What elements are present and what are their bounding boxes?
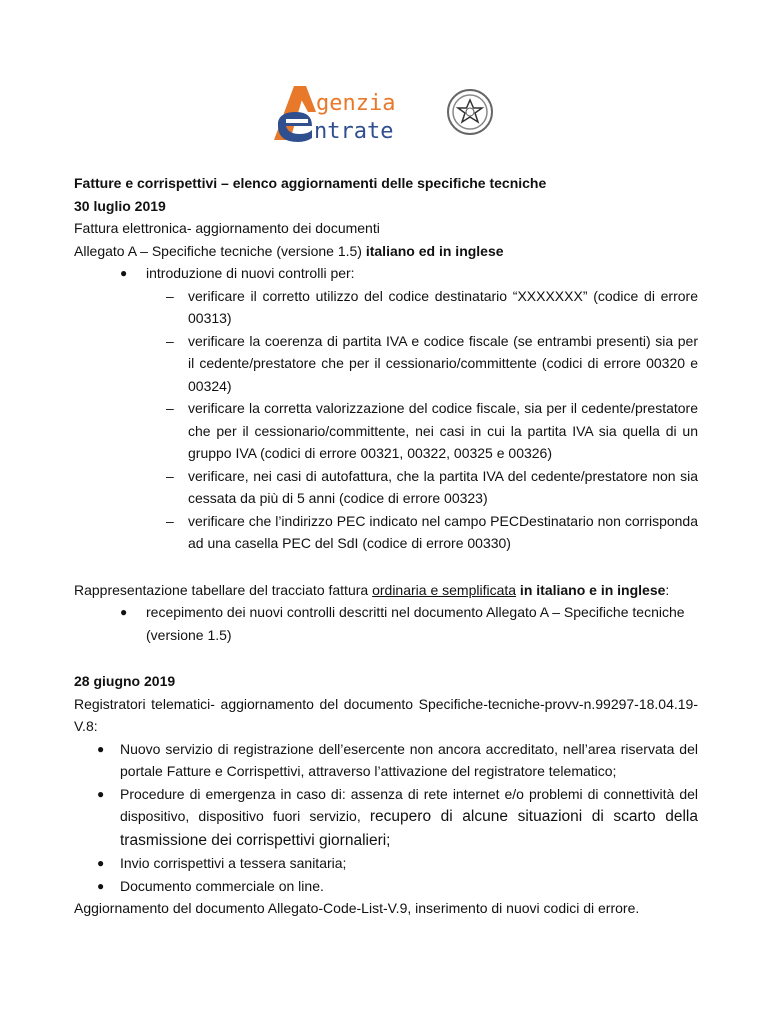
bullet-icon: ●	[97, 741, 105, 756]
bullet-icon: ●	[120, 605, 128, 619]
list-item	[166, 510, 698, 555]
registratori-intro: Registratori telematici- aggiornamento del documento Specifiche-tecniche-provv-n.99297-18.04.19-V.8:	[74, 695, 698, 734]
list-item	[97, 875, 698, 898]
allegato-prefix: Allegato A – Specifiche tecniche (versione 1.5)	[74, 242, 366, 259]
date-28-giugno: 28 giugno 2019	[74, 673, 176, 689]
rapp-bold: in italiano e in inglese	[516, 581, 666, 598]
allegato-bold: italiano ed in inglese	[365, 242, 504, 259]
bullet-icon: ●	[97, 878, 105, 893]
bullet-text: Procedure di emergenza in caso di: assenza di rete internet e/o problemi di connettività del dispositivo, dispositivo fuori servizio,	[120, 785, 698, 824]
list-item	[166, 465, 698, 510]
footer-line: Aggiornamento del documento Allegato-Code-List-V.9, inserimento di nuovi codici di errore.	[74, 900, 640, 916]
bullet-icon: ●	[120, 266, 128, 280]
ordinaria-link[interactable]: ordinaria e semplificata	[372, 581, 517, 598]
list-item	[97, 852, 698, 875]
controls-dash-list	[74, 285, 698, 555]
logo-line1: genzia	[316, 91, 396, 116]
dash-icon: –	[166, 467, 174, 484]
bullet-text: Invio corrispettivi a tessera sanitaria;	[120, 855, 347, 871]
dash-text: verificare la corretta valorizzazione del codice fiscale, sia per il cedente/prestatore che per il cessionario/committente, nei casi in cui la partita IVA sia quella di un gruppo IVA (codici di errore 00321, 00322, 00325 e 00326)	[188, 400, 698, 461]
bullet-text: Nuovo servizio di registrazione dell’esercente non ancora accreditato, nell’area riservata del portale Fatture e Corrispettivi, attraverso l’attivazione del registratore telematico;	[120, 740, 698, 779]
bullet-text: Documento commerciale on line.	[120, 877, 324, 894]
dash-icon: –	[166, 400, 174, 416]
rapp-prefix: Rappresentazione tabellare del tracciato fattura	[74, 581, 373, 598]
dash-text: verificare, nei casi di autofattura, che la partita IVA del cedente/prestatore non sia cessata da più di 5 anni (codice di errore 00323)	[188, 467, 698, 506]
section-heading: Fatture e corrispettivi – elenco aggiornamenti delle specifiche tecniche	[74, 175, 547, 191]
registratori-bullet-list	[74, 738, 698, 898]
dash-text: verificare il corretto utilizzo del codice destinatario “XXXXXXX” (codice di errore 00313)	[188, 287, 698, 326]
controls-bullet-list	[74, 262, 698, 285]
list-item	[166, 330, 698, 398]
bullet-text-large: recupero di alcune situazioni di scarto della trasmissione dei corrispettivi giornalieri;	[120, 808, 698, 849]
date-30-luglio: 30 luglio 2019	[74, 197, 166, 214]
rapp-suffix: :	[665, 581, 670, 598]
bullet-icon: ●	[97, 856, 105, 870]
bullet-icon: ●	[97, 786, 105, 801]
rappresentazione-line	[74, 579, 698, 602]
dash-text: verificare la coerenza di partita IVA e codice fiscale (se entrambi presenti) sia per il cedente/prestatore che per il cessionario/committente (codici di errore 00320 e 00324)	[188, 332, 698, 394]
list-item	[120, 262, 698, 285]
list-item	[120, 601, 698, 646]
document-body	[74, 172, 698, 920]
logo-graphic	[272, 82, 502, 144]
bullet-text: introduzione di nuovi controlli per:	[146, 265, 355, 281]
bullet-text: recepimento dei nuovi controlli descritti nel documento Allegato A – Specifiche tecniche (versione 1.5)	[146, 604, 685, 643]
recepimento-list	[74, 601, 698, 646]
dash-icon: –	[166, 287, 174, 304]
agenzia-entrate-logo	[272, 82, 502, 144]
list-item	[166, 397, 698, 465]
list-item	[166, 285, 698, 330]
emblem-icon	[448, 90, 492, 134]
allegato-line	[74, 240, 698, 263]
list-item	[97, 783, 698, 853]
logo-line2: ntrate	[314, 119, 394, 144]
section-subtitle: Fattura elettronica- aggiornamento dei documenti	[74, 220, 380, 236]
dash-text: verificare che l’indirizzo PEC indicato nel campo PECDestinatario non corrisponda ad una casella PEC del SdI (codice di errore 00330)	[188, 512, 698, 551]
list-item	[97, 738, 698, 783]
dash-icon: –	[166, 512, 174, 529]
dash-icon: –	[166, 332, 174, 349]
